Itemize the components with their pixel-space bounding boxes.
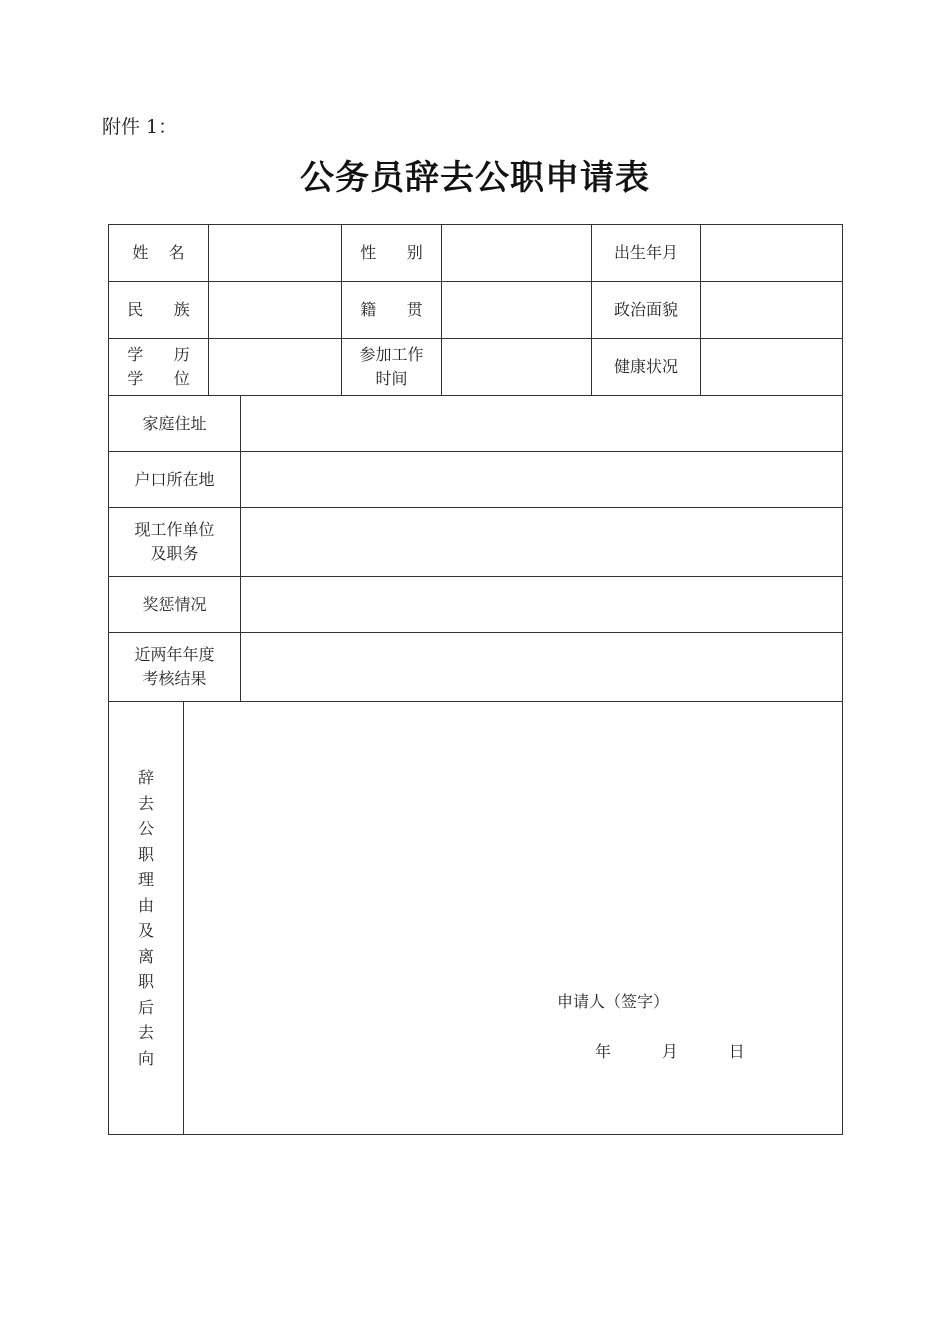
political-label: 政治面貌 [613, 300, 678, 319]
work-start-label: 参加工作 时间 [359, 345, 424, 388]
political-label-cell [592, 282, 701, 339]
reason-char: 及 [137, 921, 154, 940]
reason-char: 辞 [137, 768, 154, 787]
name-field[interactable] [209, 225, 342, 282]
reason-label [138, 765, 154, 1071]
birth-label: 出生年月 [613, 243, 678, 262]
hukou-label: 户口所在地 [134, 469, 215, 489]
birth-label-cell [592, 225, 701, 282]
reason-char: 去 [137, 1023, 154, 1042]
ethnicity-field[interactable] [209, 282, 342, 339]
reason-char: 职 [137, 972, 154, 991]
current-job-label: 现工作单位 及职务 [134, 520, 215, 563]
hukou-field[interactable] [241, 452, 842, 508]
gender-field[interactable] [442, 225, 592, 282]
health-label: 健康状况 [613, 357, 678, 376]
reason-char: 后 [137, 997, 154, 1017]
name-label: 姓 名 [132, 243, 185, 262]
reason-field[interactable] [184, 702, 842, 1134]
work-start-field[interactable] [442, 339, 592, 396]
ethnicity-label: 民 族 [127, 300, 190, 319]
attachment-label: 附件 1： [102, 116, 178, 138]
rewards-label-cell [109, 577, 241, 633]
work-start-label-cell [342, 339, 442, 396]
address-label-cell [109, 396, 241, 452]
reason-label-cell [109, 702, 184, 1134]
health-field[interactable] [701, 339, 842, 396]
page-title: 公务员辞去公职申请表 [300, 158, 650, 198]
reason-char: 离 [137, 946, 154, 966]
hukou-label-cell [109, 452, 241, 508]
address-label: 家庭住址 [142, 413, 207, 433]
native-label-cell [342, 282, 442, 339]
assessment-label-cell [109, 633, 241, 702]
current-job-field[interactable] [241, 508, 842, 577]
native-label: 籍 贯 [360, 300, 423, 319]
rewards-field[interactable] [241, 577, 842, 633]
political-field[interactable] [701, 282, 842, 339]
education-field[interactable] [209, 339, 342, 396]
address-field[interactable] [241, 396, 842, 452]
gender-label: 性 别 [360, 243, 423, 262]
reason-char: 由 [137, 895, 154, 915]
reason-char: 去 [137, 793, 154, 813]
gender-label-cell [342, 225, 442, 282]
health-label-cell [592, 339, 701, 396]
reason-char: 理 [137, 870, 154, 889]
rewards-label: 奖惩情况 [142, 594, 207, 614]
reason-char: 公 [137, 819, 154, 838]
reason-char: 向 [137, 1048, 154, 1068]
education-label: 学 历 学 位 [127, 345, 190, 388]
reason-char: 职 [137, 844, 154, 864]
name-label-cell [109, 225, 209, 282]
signature-date-label: 年 月 日 [595, 1042, 745, 1061]
current-job-label-cell [109, 508, 241, 577]
applicant-signature-label: 申请人（签字） [557, 992, 670, 1011]
assessment-label: 近两年年度 考核结果 [134, 645, 215, 688]
education-label-cell [109, 339, 209, 396]
birth-field[interactable] [701, 225, 842, 282]
assessment-field[interactable] [241, 633, 842, 702]
native-field[interactable] [442, 282, 592, 339]
ethnicity-label-cell [109, 282, 209, 339]
application-form-table [108, 224, 843, 1135]
